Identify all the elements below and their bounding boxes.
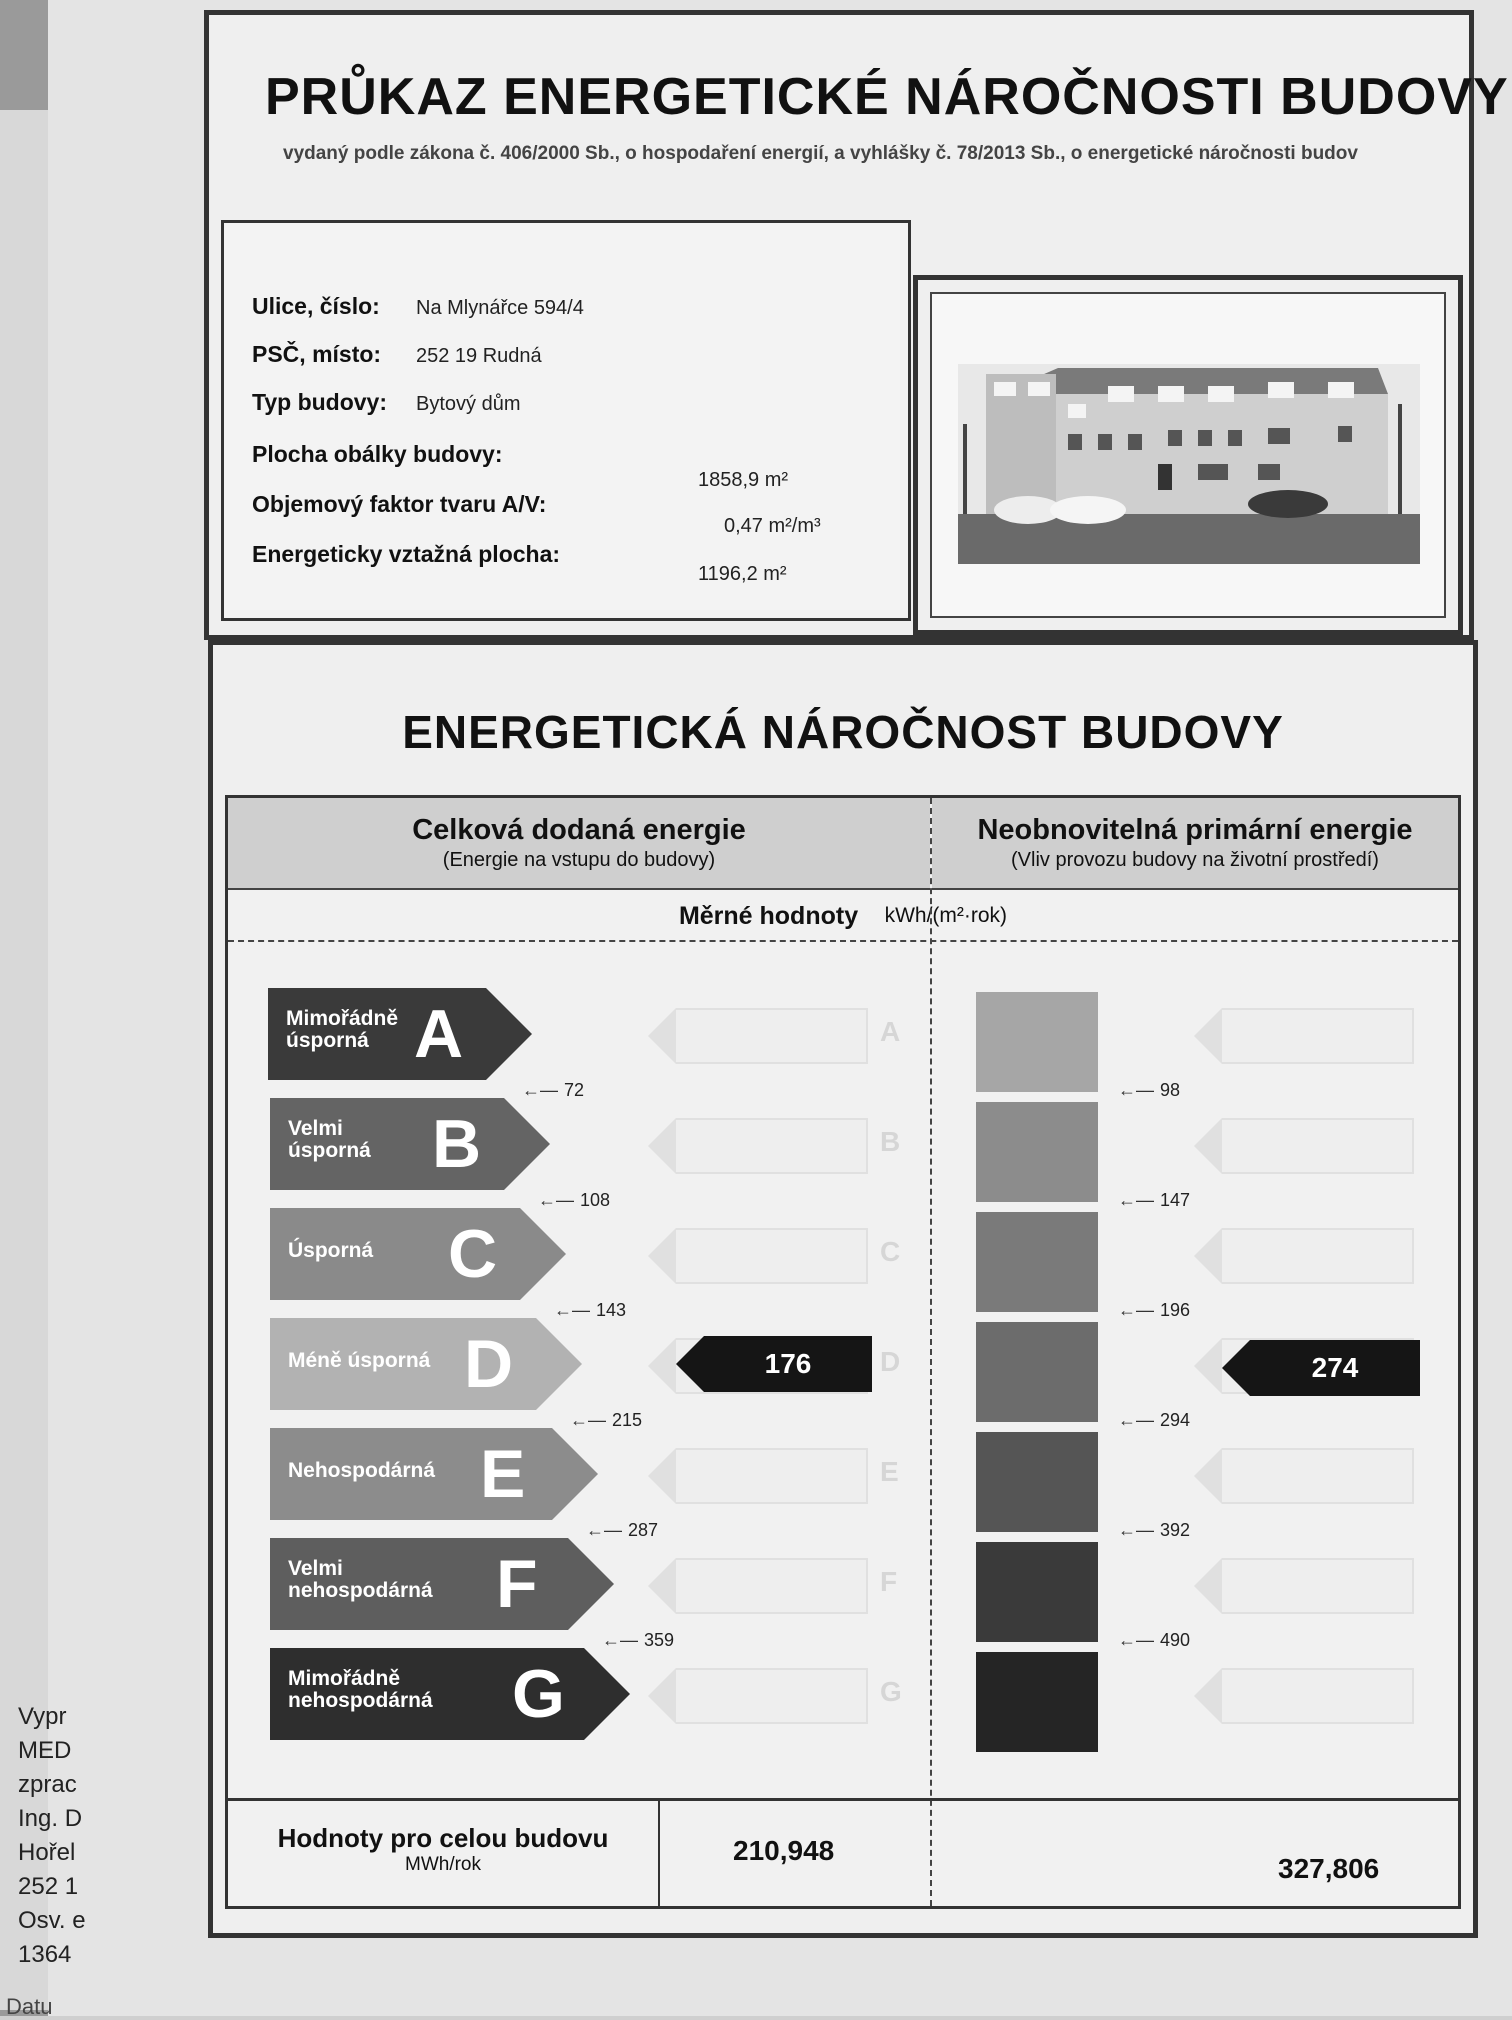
threshold-total: ←— 287 <box>586 1520 659 1540</box>
threshold-total: ←— 359 <box>602 1630 675 1650</box>
side-line: Hořel <box>18 1839 76 1866</box>
primary-energy-title: Neobnovitelná primární energie <box>977 814 1413 846</box>
slot-letter: G <box>880 1676 902 1707</box>
side-line: 252 1 <box>18 1873 79 1900</box>
slot-letter: A <box>880 1016 901 1047</box>
slot-letter: E <box>880 1456 899 1487</box>
threshold-total: ←— 108 <box>538 1190 611 1210</box>
totals-total-value: 210,948 <box>733 1835 835 1866</box>
total-energy-header <box>228 798 930 890</box>
primary-class-bar-d <box>976 1322 1098 1422</box>
slot-letter: C <box>880 1236 901 1267</box>
type-value: Bytový dům <box>416 393 521 415</box>
primary-indicator-slot <box>1222 1118 1414 1174</box>
psc-row <box>252 341 542 368</box>
threshold-total: ←— 72 <box>522 1080 585 1100</box>
area-value: 1196,2 m² <box>698 563 787 585</box>
threshold-primary: ←— 196 <box>1118 1300 1191 1320</box>
slot-letter: F <box>880 1566 898 1597</box>
street-label: Ulice, číslo: <box>252 293 380 319</box>
threshold-primary: ←— 294 <box>1118 1410 1191 1430</box>
side-line: Ing. D <box>18 1805 83 1832</box>
threshold-primary: ←— 392 <box>1118 1520 1191 1540</box>
class-name: Méně úsporná <box>288 1349 431 1372</box>
class-arrow-e <box>270 1428 600 1520</box>
type-label: Typ budovy: <box>252 389 388 415</box>
psc-value: 252 19 Rudná <box>416 345 542 367</box>
class-arrow-d <box>270 1318 584 1410</box>
class-letter: B <box>432 1106 482 1182</box>
whole-building-totals-row <box>228 1798 1458 1906</box>
specific-values-label: Měrné hodnoty <box>678 902 859 930</box>
side-line: 1364 <box>18 1941 72 1968</box>
class-letter: A <box>414 996 464 1072</box>
threshold-primary: ←— 490 <box>1118 1630 1191 1650</box>
side-line: zprac <box>18 1771 77 1798</box>
building-photo-frame <box>913 275 1463 635</box>
primary-class-bar-f <box>976 1542 1098 1642</box>
primary-class-bar-g <box>976 1652 1098 1752</box>
building-info-panel <box>221 220 911 621</box>
total-energy-subtitle: (Energie na vstupu do budovy) <box>442 849 716 871</box>
column-divider <box>930 798 932 1906</box>
class-letter: C <box>448 1216 498 1292</box>
units-label: kWh/(m²·rok) <box>884 904 1008 927</box>
building-photo <box>958 364 1420 564</box>
side-line: MED <box>18 1737 72 1764</box>
total-indicator-slot <box>676 1228 868 1284</box>
cut-off-side-text <box>18 1700 86 1972</box>
primary-energy-marker: 274 <box>1250 1340 1420 1396</box>
total-indicator-slot <box>676 1008 868 1064</box>
certificate-header-box <box>204 10 1509 640</box>
envelope-label-text: Plocha obálky budovy: <box>252 441 503 467</box>
class-name: Velmi nehospodárná <box>288 1557 433 1602</box>
class-letter: D <box>464 1326 514 1402</box>
class-letter: G <box>512 1656 565 1732</box>
energy-rating-box <box>208 640 1478 1938</box>
class-arrow-f <box>270 1538 616 1630</box>
class-letter: E <box>480 1436 526 1512</box>
primary-indicator-slot <box>1222 1228 1414 1284</box>
class-letter: F <box>496 1546 538 1622</box>
class-arrow-b <box>270 1098 552 1190</box>
class-name: Nehospodárná <box>288 1459 436 1482</box>
primary-class-bar-c <box>976 1212 1098 1312</box>
primary-indicator-slot <box>1222 1448 1414 1504</box>
certificate-title: PRŮKAZ ENERGETICKÉ NÁROČNOSTI BUDOVY <box>265 68 1509 126</box>
type-row <box>252 389 521 416</box>
class-arrow-g <box>270 1648 632 1740</box>
primary-class-bar-b <box>976 1102 1098 1202</box>
primary-indicator-slot <box>1222 1558 1414 1614</box>
shape-value: 0,47 m²/m³ <box>724 515 821 537</box>
area-label-text: Energeticky vztažná plocha: <box>252 541 561 567</box>
primary-class-bar-a <box>976 992 1098 1092</box>
primary-energy-subtitle: (Vliv provozu budovy na životní prostředí) <box>1011 849 1379 871</box>
total-indicator-slot <box>676 1668 868 1724</box>
street-value: Na Mlynářce 594/4 <box>416 297 584 319</box>
totals-primary-value: 327,806 <box>1278 1853 1380 1884</box>
side-line: Osv. e <box>18 1907 86 1934</box>
threshold-total: ←— 143 <box>554 1300 627 1320</box>
total-indicator-slot <box>676 1558 868 1614</box>
primary-class-bar-e <box>976 1432 1098 1532</box>
shape-label-text: Objemový faktor tvaru A/V: <box>252 491 547 517</box>
total-energy-marker: 176 <box>704 1336 872 1392</box>
class-name: Mimořádně úsporná <box>286 1007 399 1052</box>
class-name: Mimořádně nehospodárná <box>288 1667 433 1712</box>
primary-energy-header <box>932 798 1458 890</box>
totals-label: Hodnoty pro celou budovu <box>277 1823 609 1853</box>
threshold-primary: ←— 147 <box>1118 1190 1191 1210</box>
specific-values-row <box>228 890 1458 942</box>
total-indicator-slot <box>676 1448 868 1504</box>
totals-units: MWh/rok <box>405 1854 481 1875</box>
slot-letter: B <box>880 1126 901 1157</box>
class-name: Úsporná <box>288 1239 374 1262</box>
threshold-total: ←— 215 <box>570 1410 643 1430</box>
totals-label-cell <box>228 1801 660 1906</box>
area-label <box>252 541 560 568</box>
slot-letter: D <box>880 1346 901 1377</box>
primary-indicator-slot <box>1222 1008 1414 1064</box>
side-line: Vypr <box>18 1703 67 1730</box>
total-indicator-slot <box>676 1118 868 1174</box>
class-arrow-a <box>268 988 534 1080</box>
class-name: Velmi úsporná <box>288 1117 371 1162</box>
street-row <box>252 293 584 320</box>
threshold-primary: ←— 98 <box>1118 1080 1181 1100</box>
envelope-value: 1858,9 m² <box>698 469 789 491</box>
class-arrow-c <box>270 1208 568 1300</box>
cut-off-bottom-text: Datu <box>6 1994 53 2019</box>
primary-indicator-slot <box>1222 1668 1414 1724</box>
shape-label <box>252 491 546 518</box>
rating-table <box>225 795 1461 1909</box>
energy-rating-title: ENERGETICKÁ NÁROČNOST BUDOVY <box>402 706 1284 758</box>
psc-label: PSČ, místo: <box>252 341 382 367</box>
total-energy-title: Celková dodaná energie <box>412 814 746 846</box>
envelope-label <box>252 441 503 468</box>
certificate-subtitle: vydaný podle zákona č. 406/2000 Sb., o hospodaření energií, a vyhlášky č. 78/2013 Sb., o energetické náročnosti budov <box>283 143 1358 164</box>
